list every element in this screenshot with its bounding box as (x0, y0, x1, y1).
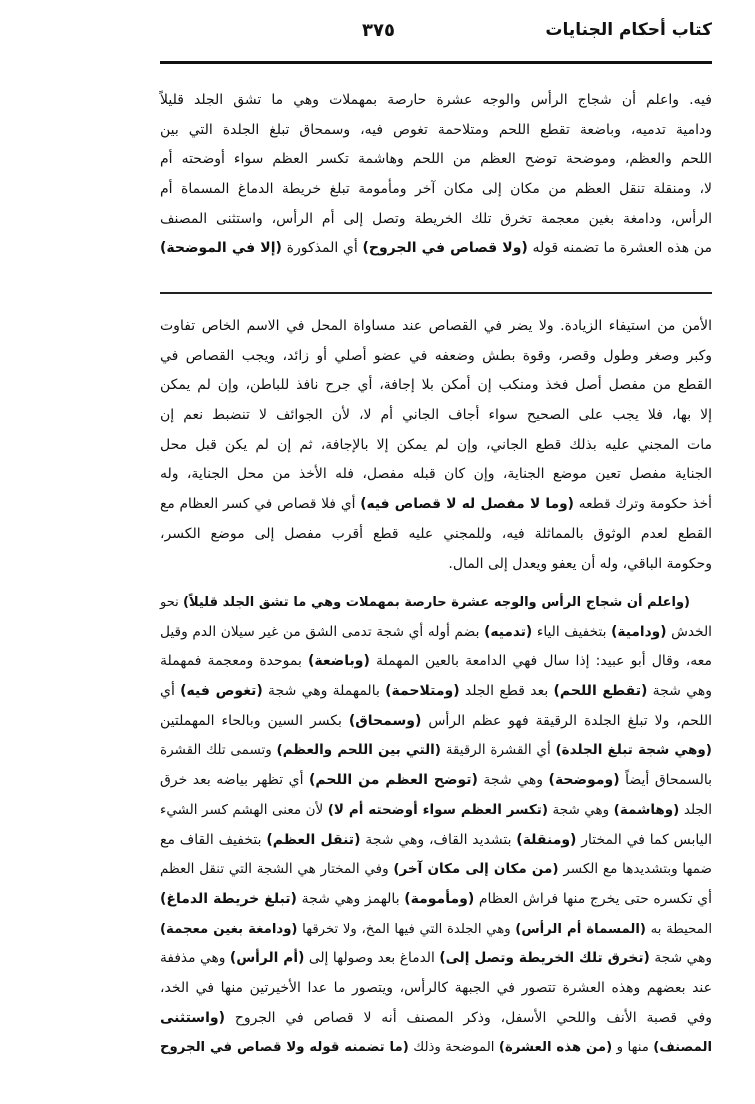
text-segment: وكبر وصغر وطول وقصر، وقوة بطش وضعفه في عضو أصلي أو زائد، ويجب القصاص في (160, 347, 712, 364)
bold-quote: (ومنقلة) (516, 831, 577, 848)
bold-quote: (من هذه العشرة) (498, 1040, 613, 1056)
text-line (160, 915, 712, 945)
text-segment: وفي قصبة الأنف واللحي الأسفل، وذكر المصنف أنه لا قصاص في الجروح (224, 1009, 712, 1026)
text-segment: بالسمحاق أيضاً (619, 772, 712, 789)
text-segment: القطع لعدم الوثوق بالمماثلة فيه، وللمجني عليه قطع أقرب مفصل إلى موضع الكسر، (160, 525, 712, 542)
text-line (160, 766, 712, 796)
text-segment: وهي مذففة (160, 950, 230, 967)
bold-quote: (ومتلاحمة) (385, 683, 460, 700)
bold-quote: (وسمحاق) (348, 712, 422, 729)
text-line (160, 234, 712, 264)
bold-quote: (تغوص فيه) (180, 683, 263, 700)
text-segment: القطع من مفصل أصل فخذ ومنكب إن أمكن بلا إجافة، أي جرح نافذ للباطن، وإن لم يمكن (160, 377, 712, 394)
text-segment: وهي شجة (477, 772, 549, 789)
text-line (160, 342, 712, 372)
bold-quote: (ومأمومة) (404, 890, 475, 907)
section-divider (160, 292, 712, 294)
text-line (160, 116, 712, 146)
text-segment: أخذ حكومة وترك قطعه (573, 496, 713, 513)
page-number: ٣٧٥ (362, 20, 395, 41)
text-segment: ودامية تدميه، وباضعة تقطع اللحم ومتلاحمة تغوص فيه، وسمحاق تبلغ الجلدة التي بين (160, 121, 712, 138)
text-line (160, 401, 712, 431)
commentary-text (160, 312, 712, 579)
bold-quote: (وما لا مفصل له لا قصاص فيه) (360, 496, 574, 513)
text-segment: الرأس، ودامغة بغين معجمة تخرق تلك الخريطة وتصل إلى أم الرأس، واستثنى المصنف (160, 210, 712, 227)
text-segment: أي تكسره حتى يخرج منها فراش العظام (474, 890, 713, 907)
text-line (160, 205, 712, 235)
text-segment: الأمن من استيفاء الزيادة. ولا يضر في القصاص عند مساواة المحل في الاسم الخاص تفاوت (160, 318, 712, 334)
text-segment: الدماغ بعد وصولها إلى (304, 950, 440, 967)
bold-quote: (وموضحة) (548, 772, 620, 789)
text-segment: إلا بها، فلا يجب على الصحيح سواء أجاف الجاني أم لا، لأن الجوائف لا تنضبط نعم إن (160, 407, 712, 424)
text-line (160, 460, 712, 490)
bold-quote: (ودامغة بغين معجمة) (160, 921, 298, 937)
text-segment: بالهمز وهي شجة (296, 890, 405, 907)
bold-quote: (أم الرأس) (229, 950, 305, 967)
bold-quote: (وباضعة) (307, 653, 370, 670)
text-segment: عند بعضهم وهذه العشرة تتصور في الجبهة كالرأس، ويتصور ما عدا الأخيرتين منها في الخد، (160, 979, 712, 996)
text-segment: أي (160, 683, 181, 700)
text-line (160, 707, 712, 737)
text-segment: بتخفيف الياء (532, 623, 612, 640)
bold-quote: (من مكان إلى مكان آخر) (393, 861, 559, 878)
text-segment: لأن معنى الهشم كسر الشيء (160, 801, 328, 818)
text-line (160, 490, 712, 520)
text-segment: اللحم، ولا تبلغ الجلدة الرقيقة فهو عظم الرأس (421, 712, 712, 729)
text-segment: بتخفيف القاف مع (160, 831, 267, 848)
text-line (160, 796, 712, 826)
running-title: كتاب أحكام الجنايات (545, 20, 712, 40)
bold-quote: (واستثنى (160, 1009, 225, 1026)
bold-quote: (إلا في الموضحة) (160, 240, 282, 257)
text-segment: بالمهملة وهي شجة (262, 683, 386, 700)
text-segment: بضم أوله أي شجة تدمى الشق من غير سيلان الدم وقيل (160, 623, 485, 640)
text-line (160, 520, 712, 550)
text-line (160, 647, 712, 677)
bold-quote: (تبلغ خريطة الدماغ) (160, 890, 297, 907)
text-segment: بعد قطع الجلد (459, 683, 554, 700)
text-segment: بموحدة ومعجمة فمهملة (160, 653, 308, 670)
text-segment: الجناية مفصل تعين موضع الجناية، وإن كان قبله مفصل، فله الأخذ من محل الجناية، وله (160, 466, 712, 483)
text-line (160, 550, 712, 580)
text-line (160, 826, 712, 856)
text-segment: ضمها وبتشديدها مع الكسر (558, 861, 713, 878)
bold-quote: (وهي شجة تبلغ الجلدة) (555, 742, 712, 759)
text-segment: بكسر السين وبالحاء المهملتين (160, 712, 349, 729)
text-line (160, 431, 712, 461)
header-rule (160, 61, 712, 64)
bold-quote: المصنف) (653, 1040, 712, 1056)
text-segment: الجلد (679, 801, 712, 818)
text-segment: لا، ومنقلة تنقل العظم من مكان إلى مكان آخر ومأمومة تبلغ خريطة الدماغ المسماة أم (160, 181, 712, 198)
text-segment: بتشديد القاف، وهي شجة (360, 831, 517, 848)
bold-quote: (تخرق تلك الخريطة وتصل إلى) (439, 950, 650, 967)
text-segment: المحيطة به (645, 921, 713, 937)
text-line (160, 855, 712, 885)
text-segment: مات المجني عليه بذلك قطع الجاني، وإن لم يمكن إلا بالإجافة، ثم إن لم يكن قبل محل (160, 436, 712, 453)
text-line (160, 944, 712, 974)
bold-quote: (تدميه) (484, 623, 533, 640)
text-line (160, 175, 712, 205)
text-segment: أي فلا قصاص في كسر العظام مع (160, 496, 361, 513)
text-segment: وتسمى تلك القشرة (160, 742, 277, 759)
text-line (160, 145, 712, 175)
text-segment: أي تظهر بياضه بعد خرق (160, 772, 309, 789)
text-segment: الموضحة وذلك (408, 1040, 499, 1056)
text-segment: وهي شجة (647, 683, 712, 700)
bold-quote: (ما تضمنه قوله ولا قصاص في الجروح (160, 1040, 409, 1056)
bold-quote: (تقطع اللحم) (553, 683, 648, 700)
bold-quote: (ولا قصاص في الجروح) (362, 240, 528, 257)
text-segment: اليابس كما في المختار (576, 831, 712, 848)
bold-quote: (واعلم أن شجاج الرأس والوجه عشرة حارصة بمهملات وهي ما تشق الجلد قليلاً) (183, 595, 690, 610)
text-segment: نحو (160, 595, 184, 610)
text-line (160, 677, 712, 707)
text-segment: الخدش (666, 623, 713, 640)
bold-quote: (التي بين اللحم والعظم) (276, 742, 441, 759)
text-line (160, 736, 712, 766)
text-line (160, 588, 712, 618)
bold-quote: (المسماة أم الرأس) (515, 921, 646, 937)
text-segment: فيه. واعلم أن شجاج الرأس والوجه عشرة حارصة بمهملات وهي ما تشق الجلد قليلاً (160, 92, 712, 108)
text-segment: اللحم والعظم، وموضحة توضح العظم من اللحم وهاشمة تكسر العظم سواء أوضحته أم (160, 151, 712, 168)
bold-quote: (تنقل العظم) (266, 831, 361, 848)
text-segment: معه، وقال أبو عبيد: إذا سال فهي الدامعة بالعين المهملة (369, 653, 712, 670)
text-line (160, 974, 712, 1004)
text-segment: وفي المختار هي الشجة التي تنقل العظم (160, 861, 394, 878)
bold-quote: (توضح العظم من اللحم) (308, 772, 478, 789)
text-line (160, 1033, 712, 1063)
text-line (160, 885, 712, 915)
text-segment: وهي شجة (649, 950, 712, 967)
text-line (160, 1004, 712, 1034)
bold-quote: (ودامية) (611, 623, 667, 640)
text-segment: وحكومة الباقي، وله أن يعفو ويعدل إلى المال. (448, 555, 712, 572)
text-segment: وهي الجلدة التي فيها المخ، ولا تخرقها (297, 921, 516, 937)
explanation-text (160, 588, 712, 1063)
text-segment: من هذه العشرة ما تضمنه قوله (527, 240, 713, 257)
main-text-top (160, 86, 712, 264)
bold-quote: (وهاشمة) (613, 801, 680, 818)
text-segment: أي المذكورة (281, 240, 363, 257)
text-line (160, 371, 712, 401)
text-segment: أي القشرة الرقيقة (440, 742, 556, 759)
text-line (160, 618, 712, 648)
text-line (160, 86, 712, 116)
text-line (160, 312, 712, 342)
text-segment: وهي شجة (548, 801, 614, 818)
bold-quote: (تكسر العظم سواء أوضحته أم لا) (327, 801, 549, 818)
text-segment: منها و (612, 1040, 654, 1056)
